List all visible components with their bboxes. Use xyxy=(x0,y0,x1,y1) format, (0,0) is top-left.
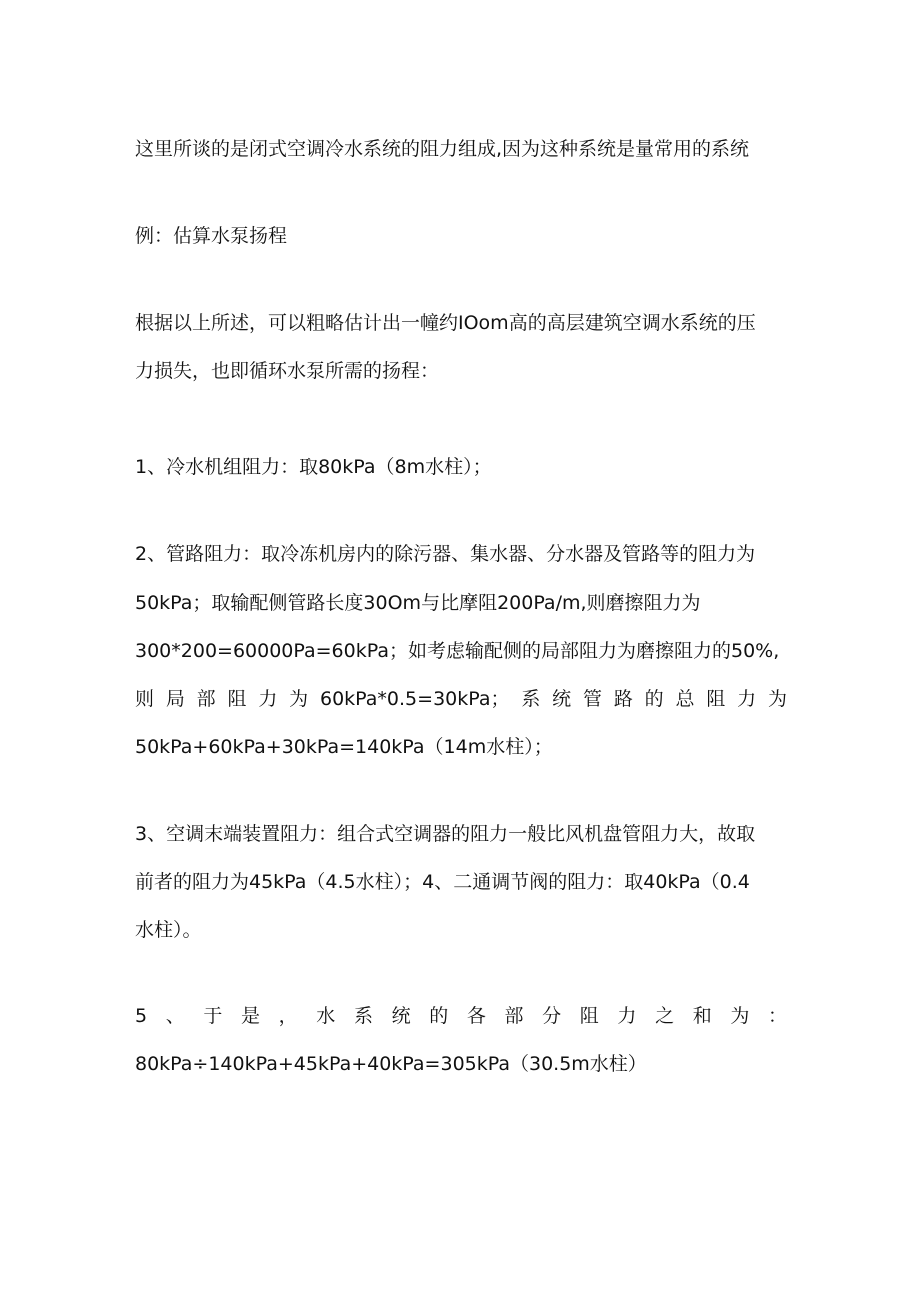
item-1-chiller-resistance: 1、冷水机组阻力：取80kPa（8m水柱）； xyxy=(135,456,492,478)
item-3-line-3: 水柱）。 xyxy=(135,919,202,941)
item-3-line-1: 3、空调末端装置阻力：组合式空调器的阻力一般比风机盘管阻力大，故取 xyxy=(135,823,756,845)
example-heading: 例：估算水泵扬程 xyxy=(135,225,288,247)
item-2-line-3: 300*200=60000Pa=60kPa；如考虑输配侧的局部阻力为磨擦阻力的50%, xyxy=(135,640,780,662)
estimate-paragraph-line-1: 根据以上所述，可以粗略估计出一幢约IOom高的高层建筑空调水系统的压 xyxy=(135,312,756,334)
item-2-line-2: 50kPa；取输配侧管路长度30Om与比摩阻200Pa/m,则磨擦阻力为 xyxy=(135,592,701,614)
estimate-paragraph-line-2: 力损失，也即循环水泵所需的扬程： xyxy=(135,360,440,382)
item-5-line-1: 5、于是，水系统的各部分阻力之和为： xyxy=(135,1005,787,1027)
item-5-line-2: 80kPa÷140kPa+45kPa+40kPa=305kPa（30.5m水柱） xyxy=(135,1053,647,1075)
item-3-line-2: 前者的阻力为45kPa（4.5水柱）；4、二通调节阀的阻力：取40kPa（0.4 xyxy=(135,871,750,893)
intro-paragraph: 这里所谈的是闭式空调冷水系统的阻力组成,因为这种系统是量常用的系统 xyxy=(135,138,750,160)
item-2-line-5: 50kPa+60kPa+30kPa=140kPa（14m水柱）； xyxy=(135,736,553,758)
item-2-line-1: 2、管路阻力：取冷冻机房内的除污器、集水器、分水器及管路等的阻力为 xyxy=(135,543,756,565)
item-2-line-4: 则局部阻力为60kPa*0.5=30kPa；系统管路的总阻力为 xyxy=(135,688,787,710)
